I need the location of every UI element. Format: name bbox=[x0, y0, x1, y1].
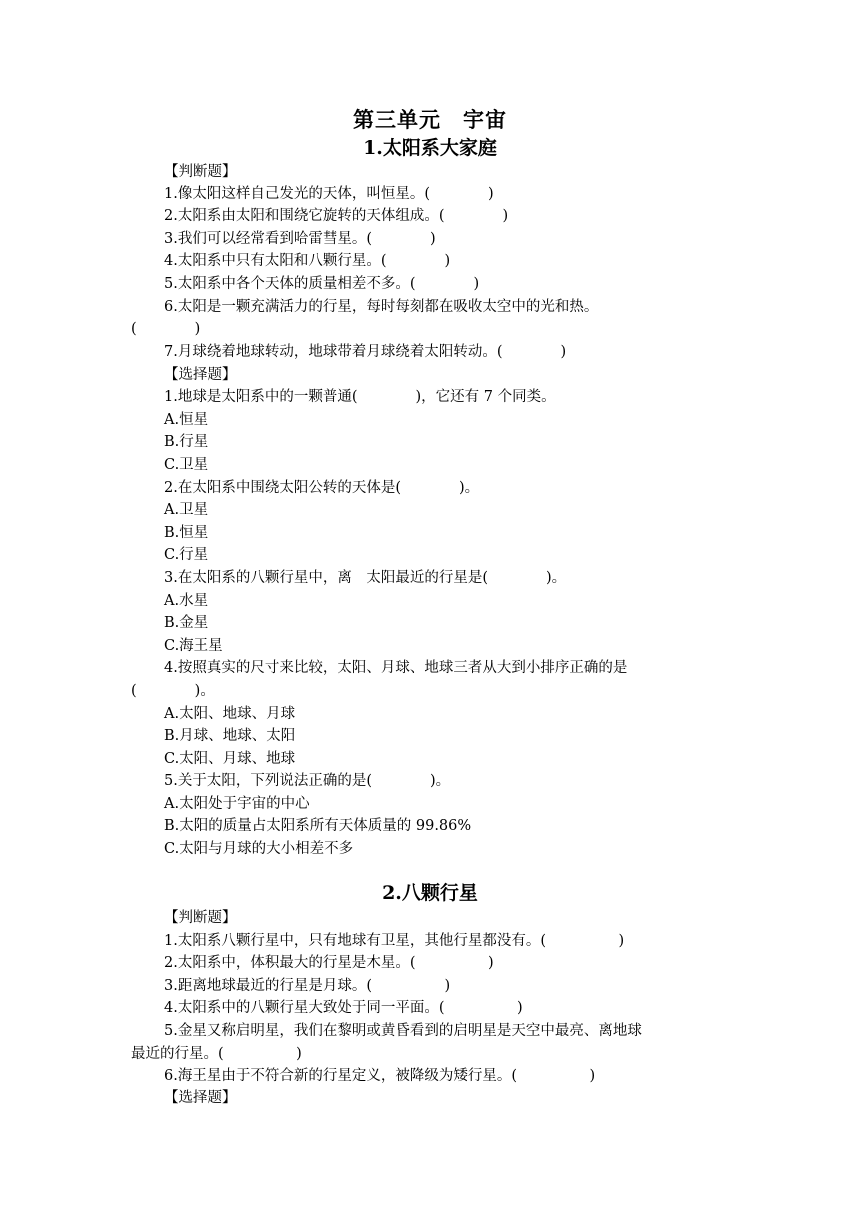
question-text: 7.月球绕着地球转动，地球带着月球绕着太阳转动。( ) bbox=[164, 344, 567, 360]
option-text: A.水星 bbox=[164, 593, 209, 609]
option-text: C.卫星 bbox=[164, 457, 209, 473]
question-text: 2.太阳系由太阳和围绕它旋转的天体组成。( ) bbox=[164, 208, 509, 224]
question-text: 3.在太阳系的八颗行星中，离 太阳最近的行星是( )。 bbox=[164, 570, 567, 586]
option-text: C.行星 bbox=[164, 547, 209, 563]
question-text: 2.太阳系中，体积最大的行星是木星。( ) bbox=[164, 955, 494, 971]
question-text: 4.按照真实的尺寸来比较，太阳、月球、地球三者从大到小排序正确的是 bbox=[164, 660, 628, 676]
question-text: 5.金星又称启明星，我们在黎明或黄昏看到的启明星是天空中最亮、离地球 bbox=[164, 1023, 642, 1039]
option-text: B.金星 bbox=[164, 615, 209, 631]
option-text: B.恒星 bbox=[164, 525, 209, 541]
option-text: A.太阳处于宇宙的中心 bbox=[164, 796, 310, 812]
section1-judgment-header: 【判断题】 bbox=[164, 164, 237, 180]
section2-judgment-header: 【判断题】 bbox=[164, 910, 237, 926]
option-text: C.太阳、月球、地球 bbox=[164, 751, 296, 767]
option-text: C.太阳与月球的大小相差不多 bbox=[164, 841, 354, 857]
question-text: 6.海王星由于不符合新的行星定义，被降级为矮行星。( ) bbox=[164, 1068, 596, 1084]
question-continuation: ( )。 bbox=[131, 683, 215, 699]
section2-choice-header: 【选择题】 bbox=[164, 1090, 237, 1106]
question-text: 2.在太阳系中围绕太阳公转的天体是( )。 bbox=[164, 480, 480, 496]
question-text: 1.太阳系八颗行星中，只有地球有卫星，其他行星都没有。( ) bbox=[164, 933, 625, 949]
question-text: 3.我们可以经常看到哈雷彗星。( ) bbox=[164, 231, 436, 247]
section2-title: 2.八颗行星 bbox=[382, 882, 478, 904]
question-text: 4.太阳系中只有太阳和八颗行星。( ) bbox=[164, 253, 451, 269]
option-text: A.太阳、地球、月球 bbox=[164, 706, 296, 722]
question-text: 3.距离地球最近的行星是月球。( ) bbox=[164, 978, 451, 994]
question-text: 5.太阳系中各个天体的质量相差不多。( ) bbox=[164, 276, 480, 292]
option-text: A.恒星 bbox=[164, 412, 209, 428]
question-continuation: 最近的行星。( ) bbox=[131, 1046, 302, 1062]
question-text: 1.地球是太阳系中的一颗普通( )，它还有 7 个同类。 bbox=[164, 389, 556, 405]
option-text: B.太阳的质量占太阳系所有天体质量的 99.86% bbox=[164, 818, 472, 834]
option-text: A.卫星 bbox=[164, 502, 209, 518]
section1-title: 1.太阳系大家庭 bbox=[363, 137, 497, 159]
question-text: 4.太阳系中的八颗行星大致处于同一平面。( ) bbox=[164, 1000, 523, 1016]
question-text: 5.关于太阳，下列说法正确的是( )。 bbox=[164, 773, 451, 789]
section1-choice-header: 【选择题】 bbox=[164, 367, 237, 383]
option-text: C.海王星 bbox=[164, 638, 223, 654]
unit-title: 第三单元 宇宙 bbox=[353, 107, 507, 132]
question-text: 6.太阳是一颗充满活力的行星，每时每刻都在吸收太空中的光和热。 bbox=[164, 299, 599, 315]
question-continuation: ( ) bbox=[131, 321, 201, 337]
question-text: 1.像太阳这样自己发光的天体，叫恒星。( ) bbox=[164, 186, 494, 202]
option-text: B.行星 bbox=[164, 434, 209, 450]
option-text: B.月球、地球、太阳 bbox=[164, 728, 296, 744]
